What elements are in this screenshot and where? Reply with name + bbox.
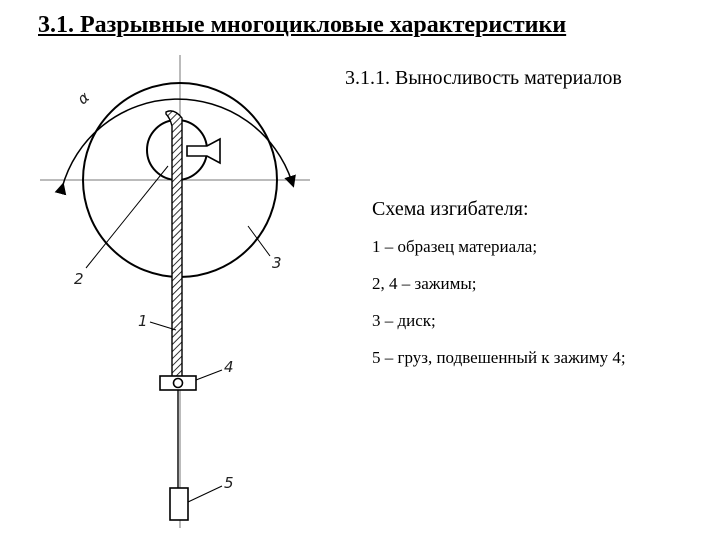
legend-item: 5 – груз, подвешенный к зажиму 4; xyxy=(372,348,626,367)
slide-title: 3.1. Разрывные многоцикловые характеристики xyxy=(38,12,567,38)
legend-item: 3 – диск; xyxy=(372,311,436,330)
leader-2 xyxy=(86,166,168,268)
callout-2: 2 xyxy=(74,270,84,288)
callout-4: 4 xyxy=(224,358,234,376)
specimen xyxy=(166,111,182,378)
callout-3: 3 xyxy=(272,254,282,272)
leader-3 xyxy=(248,226,270,256)
clamp-screw xyxy=(187,139,220,163)
callout-5: 5 xyxy=(224,474,234,492)
leader-5 xyxy=(188,486,222,502)
legend-heading: Схема изгибателя: xyxy=(372,198,529,220)
lower-clamp-pin xyxy=(174,379,183,388)
legend-item: 1 – образец материала; xyxy=(372,237,538,256)
bending-machine-diagram xyxy=(0,40,340,540)
legend-list xyxy=(372,236,626,384)
legend-item: 2, 4 – зажимы; xyxy=(372,274,477,293)
weight xyxy=(170,488,188,520)
angle-label: α xyxy=(73,88,93,109)
callout-1: 1 xyxy=(138,312,148,330)
section-subtitle: 3.1.1. Выносливость материалов xyxy=(345,67,622,89)
leader-4 xyxy=(196,370,222,380)
